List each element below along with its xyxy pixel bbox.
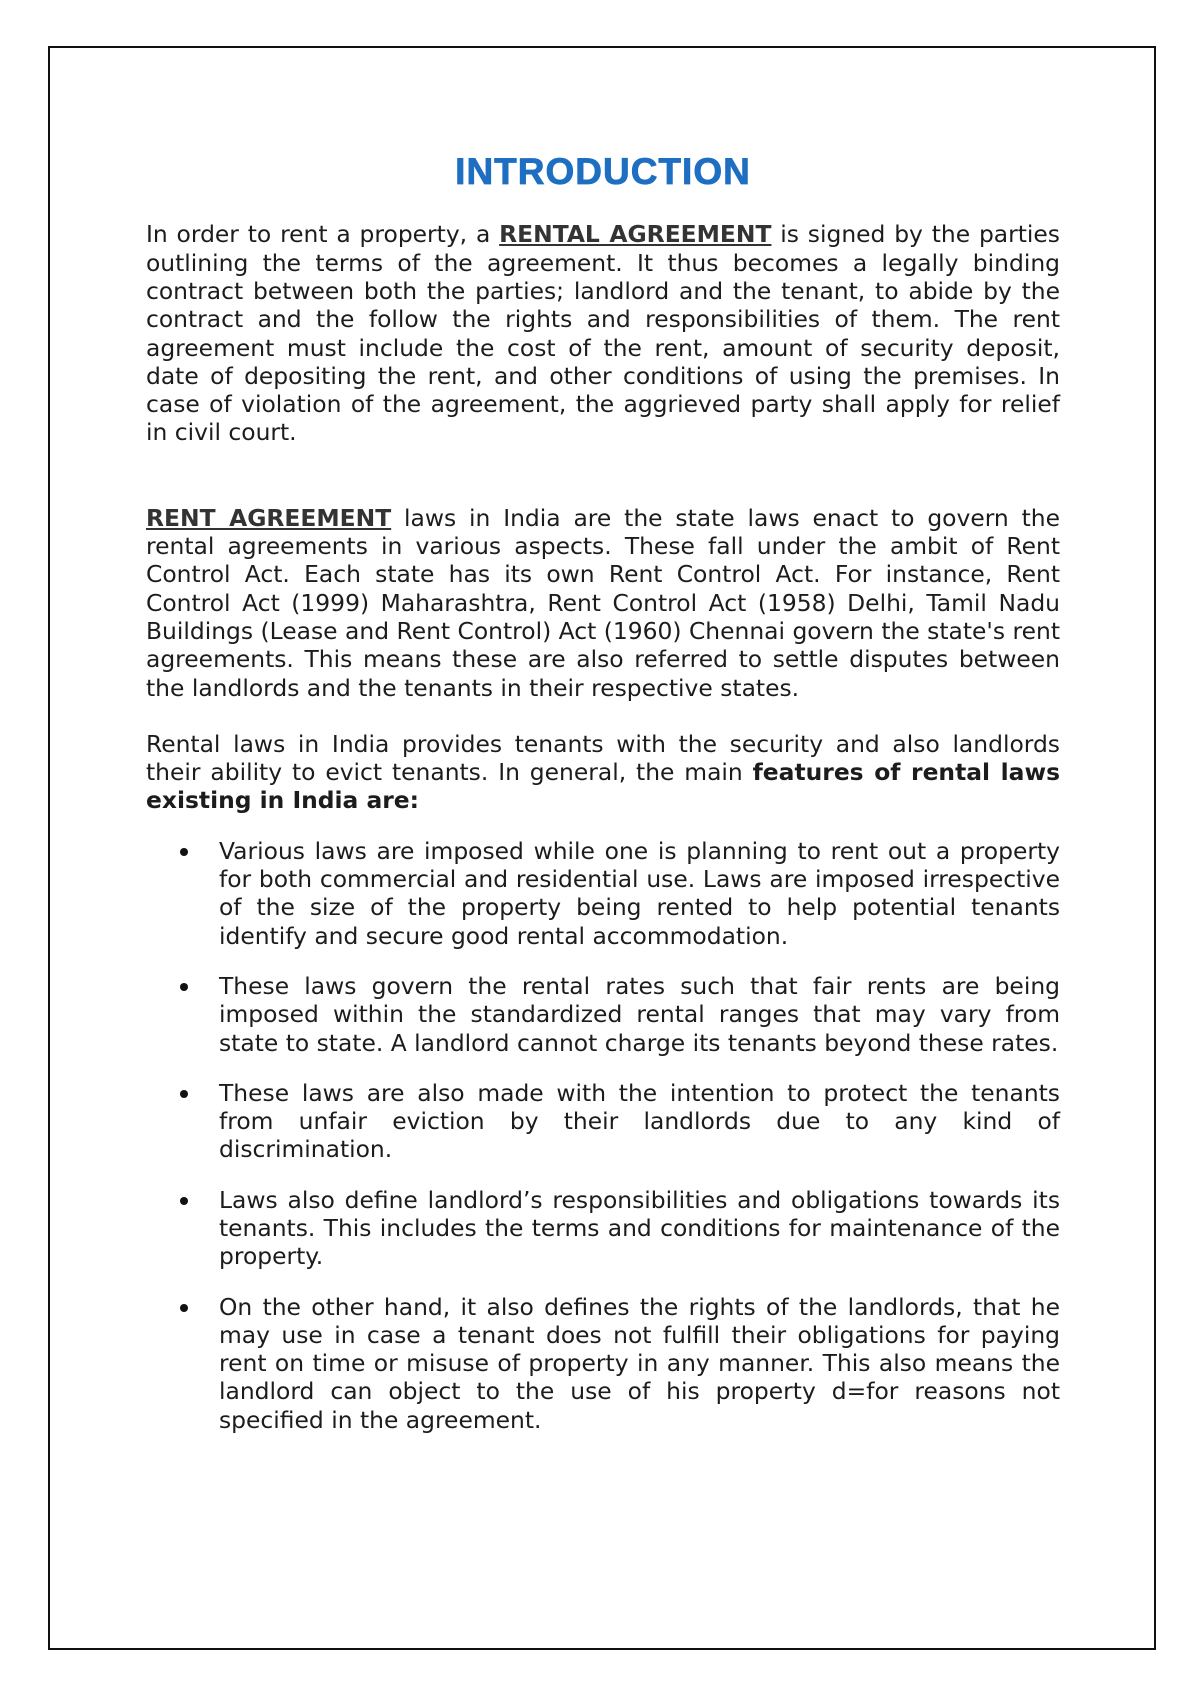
list-item-text: These laws are also made with the intention to protect the tenants from unfair eviction by their landlords due to any kind of discrimination. bbox=[219, 1078, 1060, 1164]
list-item-text: Various laws are imposed while one is planning to rent out a property for both commercial and residential use. Laws are imposed irrespective of the size of the property being rented to help potential tenants identify and secure good rental accommodation. bbox=[219, 836, 1060, 950]
page-title: INTRODUCTION bbox=[455, 151, 751, 192]
bullet-icon bbox=[180, 983, 188, 991]
bullet-icon bbox=[180, 1090, 188, 1098]
intro-text-before: In order to rent a property, a bbox=[146, 220, 500, 249]
rental-laws-paragraph bbox=[146, 730, 1060, 815]
rent-agreement-term: RENT AGREEMENT bbox=[146, 503, 392, 532]
bullet-icon bbox=[180, 1304, 188, 1312]
list-item-text: On the other hand, it also defines the rights of the landlords, that he may use in case a tenant does not fulfill their obligations for paying rent on time or misuse of property in any manner. This also means the landlord can object to the use of his property d=for reasons not specified in the agreement. bbox=[219, 1292, 1060, 1434]
intro-text-after: is signed by the parties outlining the terms of the agreement. It thus becomes a legally binding contract between both the parties; landlord and the tenant, to abide by the contract and the follow the rights and responsibilities of them. The rent agreement must include the cost of the rent, amount of security deposit, date of depositing the rent, and other conditions of using the premises. In case of violation of the agreement, the aggrieved party shall apply for relief in civil court. bbox=[146, 220, 1060, 447]
list-item bbox=[146, 1079, 1060, 1164]
features-heading: features of rental laws existing in India are: bbox=[146, 758, 1060, 815]
rental-laws-text: Rental laws in India provides tenants with the security and also landlords their ability to evict tenants. In general, the main bbox=[146, 729, 1060, 787]
bullet-icon bbox=[180, 1197, 188, 1205]
list-item-text: These laws govern the rental rates such that fair rents are being imposed within the standardized rental ranges that may vary from state to state. A landlord cannot charge its tenants beyond these rates. bbox=[219, 971, 1060, 1057]
list-item bbox=[146, 1186, 1060, 1271]
list-item bbox=[146, 972, 1060, 1057]
list-item bbox=[146, 837, 1060, 950]
document-body bbox=[146, 150, 1060, 1456]
list-item-text: Laws also define landlord’s responsibilities and obligations towards its tenants. This includes the terms and conditions for maintenance of the property. bbox=[219, 1185, 1060, 1271]
bullet-icon bbox=[180, 848, 188, 856]
list-item bbox=[146, 1293, 1060, 1434]
rent-agreement-text: laws in India are the state laws enact to govern the rental agreements in various aspects. These fall under the ambit of Rent Control Act. Each state has its own Rent Control Act. For instance, Rent Control Act (1999) Maharashtra, Rent Control Act (1958) Delhi, Tamil Nadu Buildings (Lease and Rent Control) Act (1960) Chennai govern the state's rent agreements. This means these are also referred to settle disputes between the landlords and the tenants in their respective states. bbox=[146, 503, 1060, 702]
rental-agreement-term: RENTAL AGREEMENT bbox=[499, 220, 772, 249]
intro-paragraph bbox=[146, 220, 1060, 446]
features-list bbox=[146, 837, 1060, 1434]
rent-agreement-paragraph bbox=[146, 504, 1060, 702]
